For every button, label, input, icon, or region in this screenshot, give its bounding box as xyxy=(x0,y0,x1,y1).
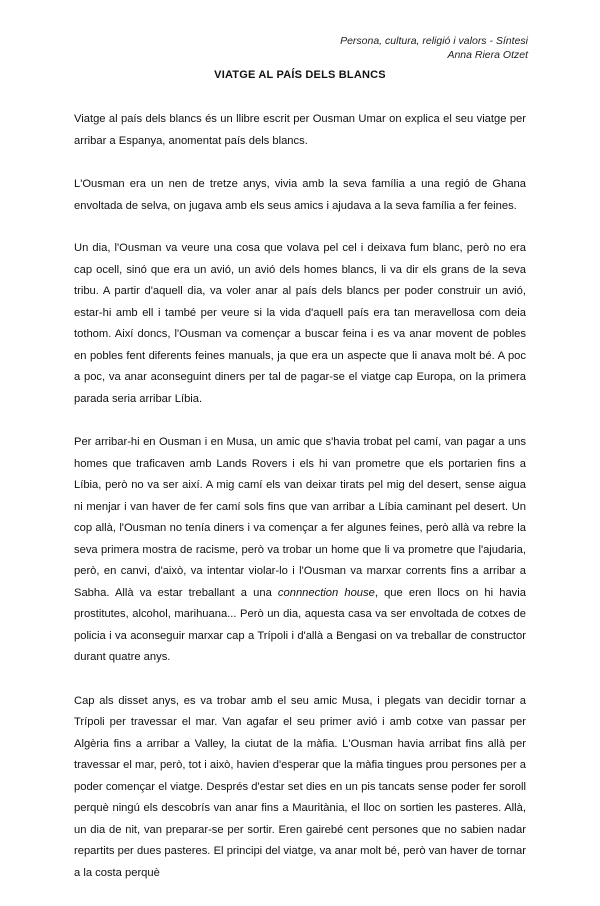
paragraph-crossing: Cap als disset anys, es va trobar amb el seu amic Musa, i plegats van decidir tornar a Trípoli per travessar el mar. Van agafar el seu primer avió i amb cotxe van passar per Algèria fins a arribar a Valley, la ciutat de la màfia. L'Ousman havia arribat fins allà per travessar el mar, però, tot i això, havien d'esperar que la màfia tingues prou persones per a poder començar el viatge. Després d'estar set dies en un pis tancats sense poder fer soroll perquè ningú els descobrís van anar fins a Mauritània, el lloc on sortien les pasteres. Allà, un dia de nit, van preparar-se per sortir. Eren gairebé cent persones que no sabien nadar repartits per dues pasteres. El principi del viatge, va anar molt bé, però van haver de tornar a la costa perquè xyxy=(74,694,526,879)
document-header xyxy=(340,34,528,62)
paragraph-intro: Viatge al país dels blancs és un llibre escrit per Ousman Umar on explica el seu viatge per arribar a Espanya, anomentat país dels blancs. xyxy=(74,113,526,147)
paragraph-journey-libya xyxy=(74,432,526,669)
document-title: VIATGE AL PAÍS DELS BLANCS xyxy=(214,69,386,81)
paragraph-text: , que eren llocs on hi havia prostitutes, alcohol, marihuana... Però un dia, aquesta casa va ser envoltada de cotxes de policia i va aconseguir marxar cap a Trípoli i d'allà a Bengasi on va treballar de constructor durant quatre anys. xyxy=(74,586,526,663)
header-author: Anna Riera Otzet xyxy=(447,49,528,61)
paragraph-text: Per arribar-hi en Ousman i en Musa, un amic que s'havia trobat pel camí, van pagar a uns homes que traficaven amb Lands Rovers i els hi van prometre que els portarien fins a Líbia, però no va ser així. A mig camí els van deixar tirats pel mig del desert, sense aigua ni menjar i van haver de fer camí sols fins que van arribar a Líbia caminant pel desert. Un cop allà, l'Ousman no tenía diners i va començar a fer algunes feines, però allà va rebre la seva primera mostra de racisme, però va trobar un home que li va prometre que l'ajudaria, però, en canvi, d'això, va intentar violar-lo i l'Ousman va marxar corrents fins a arribar a Sabha. Allà va estar treballant a una xyxy=(74,436,526,599)
emphasized-term: connnection house xyxy=(277,586,375,599)
paragraph-childhood: L'Ousman era un nen de tretze anys, vivia amb la seva família a una regió de Ghana envoltada de selva, on jugava amb els seus amics i ajudava a la seva família a fer feines. xyxy=(74,178,526,212)
paragraph-airplane: Un dia, l'Ousman va veure una cosa que volava pel cel i deixava fum blanc, però no era cap ocell, sinó que era un avió, un avió dels homes blancs, li va dir els grans de la seva tribu. A partir d'aquell dia, va voler anar al país dels blancs per poder construir un avió, estar-hi amb ell i també per veure si la vida d'aquell país era tan meravellosa com deia tothom. Així doncs, l'Ousman va començar a buscar feina i es va anar movent de pobles en pobles fent diferents feines manuals, ja que era un aspecte que li anava molt bé. A poc a poc, va anar aconseguint diners per tal de pagar-se el viatge cap Europa, on la primera parada seria arribar Líbia. xyxy=(74,242,526,405)
header-subject: Persona, cultura, religió i valors - Síntesi xyxy=(340,35,528,47)
document-body xyxy=(74,109,526,906)
